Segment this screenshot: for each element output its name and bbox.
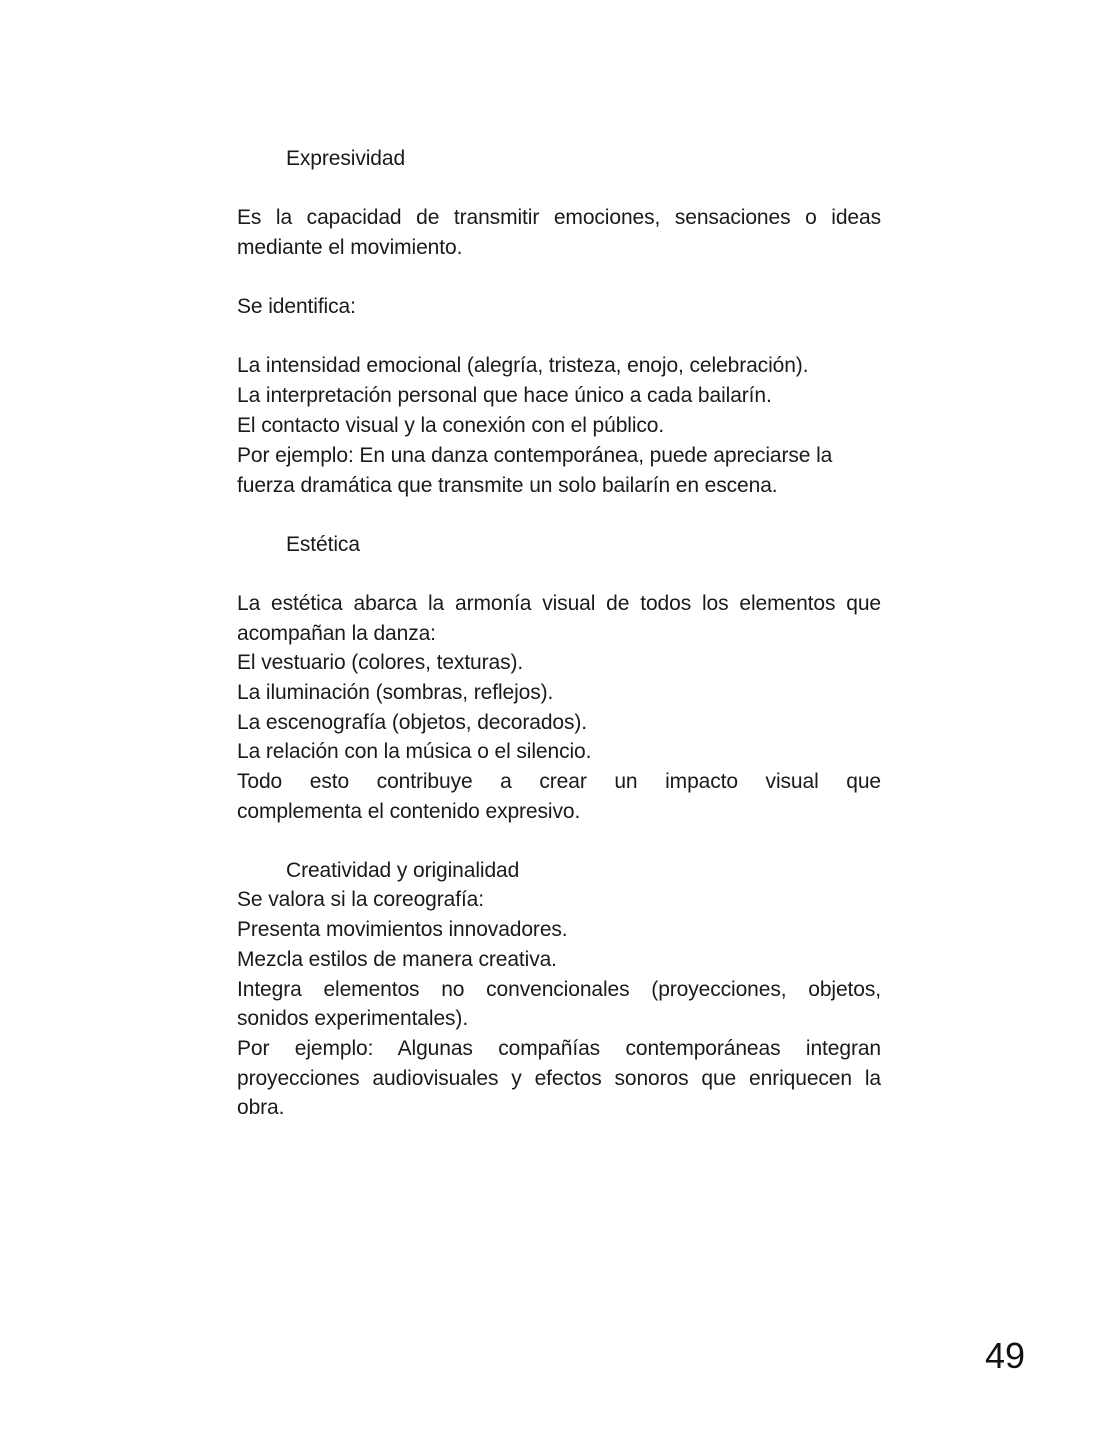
example-line: obra.: [237, 1096, 285, 1119]
list-item: La intensidad emocional (alegría, tristeza, enojo, celebración).: [237, 354, 809, 377]
paragraph-line: acompañan la danza:: [237, 622, 436, 645]
list-item: El contacto visual y la conexión con el público.: [237, 414, 665, 437]
list-item: sonidos experimentales).: [237, 1007, 469, 1030]
list-item: Mezcla estilos de manera creativa.: [237, 948, 557, 971]
list-item: La relación con la música o el silencio.: [237, 740, 592, 763]
list-item: La iluminación (sombras, reflejos).: [237, 681, 554, 704]
paragraph-line: Todo esto contribuye a crear un impacto visual que: [237, 770, 881, 793]
list-item: El vestuario (colores, texturas).: [237, 651, 524, 674]
list-item: La escenografía (objetos, decorados).: [237, 711, 588, 734]
example-line: Por ejemplo: En una danza contemporánea, puede apreciarse la: [237, 444, 833, 467]
list-item: La interpretación personal que hace único a cada bailarín.: [237, 384, 772, 407]
paragraph-lead: Se valora si la coreografía:: [237, 888, 484, 911]
example-line: proyecciones audiovisuales y efectos sonoros que enriquecen la: [237, 1067, 881, 1090]
example-line: fuerza dramática que transmite un solo bailarín en escena.: [237, 474, 778, 497]
example-line: Por ejemplo: Algunas compañías contemporáneas integran: [237, 1037, 881, 1060]
paragraph-lead: Se identifica:: [237, 295, 356, 318]
paragraph-line: complementa el contenido expresivo.: [237, 800, 581, 823]
paragraph-line: La estética abarca la armonía visual de todos los elementos que: [237, 592, 881, 615]
section-heading-creatividad: Creatividad y originalidad: [286, 859, 520, 882]
paragraph-line: Es la capacidad de transmitir emociones, sensaciones o ideas: [237, 206, 881, 229]
list-item: Integra elementos no convencionales (proyecciones, objetos,: [237, 978, 881, 1001]
paragraph-line: mediante el movimiento.: [237, 236, 463, 259]
list-item: Presenta movimientos innovadores.: [237, 918, 568, 941]
section-heading-expresividad: Expresividad: [286, 147, 406, 170]
section-heading-estetica: Estética: [286, 533, 360, 556]
page-number: 49: [985, 1335, 1026, 1376]
